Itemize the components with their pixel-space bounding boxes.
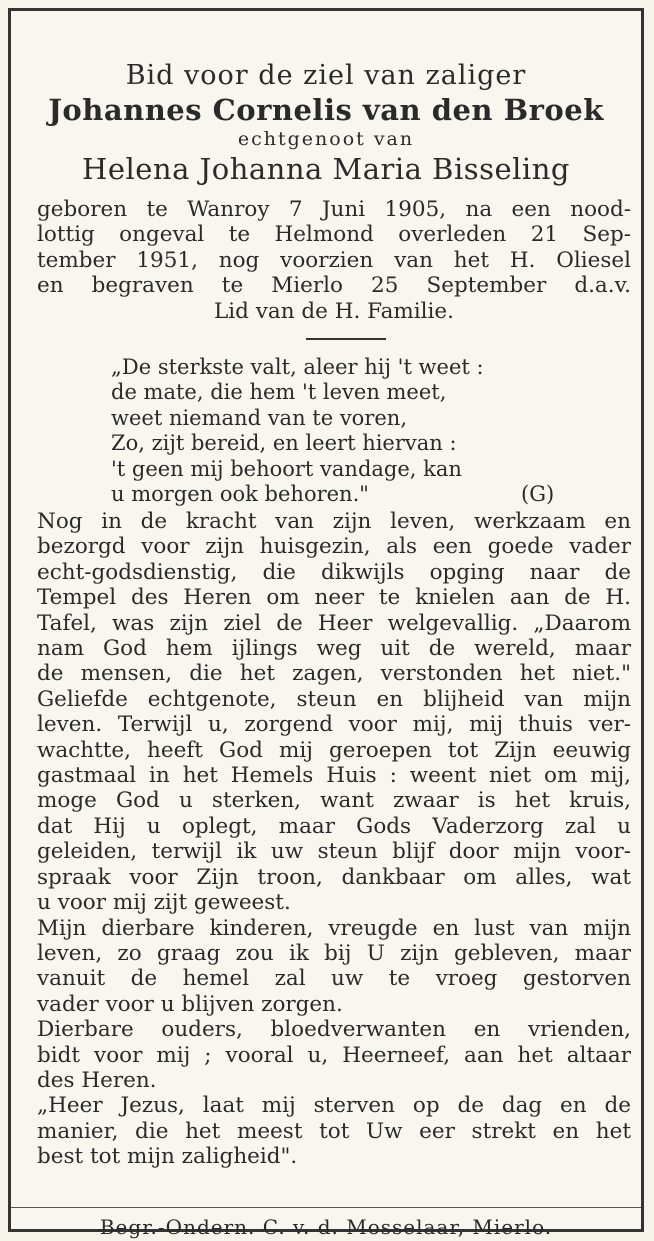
text-line: dat Hij u oplegt, maar Gods Vaderzorg zal u [37,813,631,839]
text-line: Nog in de kracht van zijn leven, werkzaam en [37,509,631,534]
poem-line: „De sterkste valt, aleer hij 't weet : [111,355,484,379]
text-line: spraak voor Zijn troon, dankbaar om alles, wat [37,864,631,890]
bio-line: en begraven te Mierlo 25 September d.a.v. [37,273,631,299]
text-line: „Heer Jezus, laat mij sterven op de dag en de [37,1093,631,1119]
text-line: Tafel, was zijn ziel de Heer welgevallig. „Daarom [37,610,631,636]
text-line: leven, zo graag zou ik bij U zijn gebleven, maar [37,940,631,966]
text-line: echt-godsdienstig, die dikwijls opging naar de [37,559,631,585]
text-line: bidt voor mij ; vooral u, Heerneef, aan het altaar [37,1042,631,1068]
text-line: Mijn dierbare kinderen, vreugde en lust van mijn [37,915,631,941]
bio-line: tember 1951, nog voorzien van het H. Oliesel [37,247,631,273]
bio-block [37,197,631,324]
text-line: u voor mij zijt geweest. [37,890,291,916]
poem-line: weet niemand van te voren, [111,405,407,430]
main-text [37,509,631,1170]
text-line: geleiden, terwijl ik uw steun blijf door mijn voor- [37,839,631,865]
bio-line-last: Lid van de H. Familie. [214,298,454,324]
text-line: vanuit de hemel zal uw te vroeg gestorven [37,966,631,992]
text-line: Tempel des Heren om neer te knielen aan de H. [37,585,631,611]
bio-line: lottig ongeval te Helmond overleden 21 Sep- [37,222,631,248]
text-line: gastmaal in het Hemels Huis : weent niet om mij, [37,763,631,789]
text-line: des Heren. [37,1067,157,1093]
deceased-name: Johannes Cornelis van den Broek [48,93,604,127]
text-line: nam God hem ijlings weg uit de wereld, maar [37,636,631,662]
text-line: Geliefde echtgenote, steun en blijheid van mijn [37,686,631,712]
poem [111,355,555,507]
header-relation: echtgenoot van [237,128,415,150]
bio-line: geboren te Wanroy 7 Juni 1905, na een nood- [37,197,631,222]
poem-line: de mate, die hem 't leven meet, [111,380,447,405]
spouse-name: Helena Johanna Maria Bisseling [82,152,570,186]
divider [306,338,386,340]
text-line: vader voor u blijven zorgen. [37,991,343,1017]
text-line: moge God u sterken, want zwaar is het kruis, [37,788,631,814]
poem-line: u morgen ook behoren." [111,482,369,507]
text-line: Dierbare ouders, bloedverwanten en vrienden, [37,1017,631,1043]
text-line: manier, die het meest tot Uw eer strekt en het [37,1118,631,1144]
poem-line: 't geen mij behoort vandage, kan [111,456,462,481]
card-header [11,59,641,187]
text-line: leven. Terwijl u, zorgend voor mij, mij thuis ver- [37,712,631,738]
poem-line: Zo, zijt bereid, en leert hiervan : [111,431,457,456]
text-line: bezorgd voor zijn huisgezin, als een goede vader [37,534,631,560]
text-line: de mensen, die het zagen, verstonden het niet." [37,661,631,687]
prayer-card [8,8,644,1239]
footer-divider [11,1207,641,1208]
poem-signature: (G) [521,482,555,506]
header-line-1: Bid voor de ziel van zaliger [125,60,527,91]
text-line: best tot mijn zaligheid". [37,1144,298,1170]
undertaker-footer: Begr.-Ondern. C. v. d. Mosselaar, Mierlo. [99,1215,553,1239]
text-line: wachtte, heeft God mij geroepen tot Zijn eeuwig [37,737,631,763]
